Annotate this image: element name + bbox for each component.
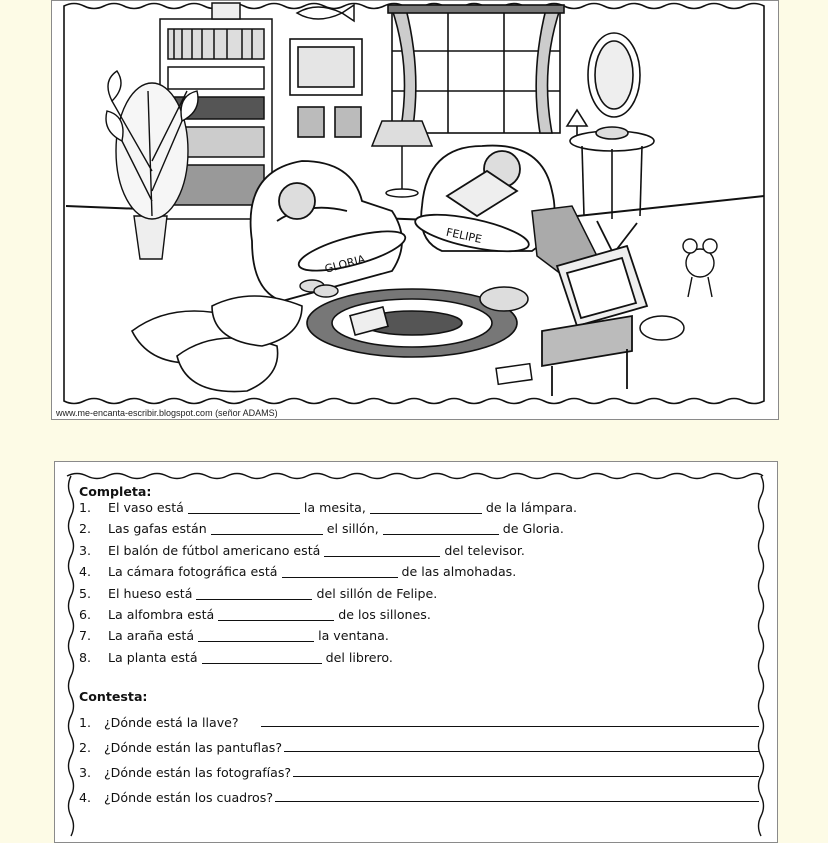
answer-blank[interactable]	[202, 650, 322, 664]
item-text: El balón de fútbol americano está	[108, 542, 321, 558]
item-number: 6.	[79, 606, 92, 622]
answer-blank[interactable]	[370, 500, 482, 514]
basket	[480, 287, 528, 311]
answer-blank[interactable]	[218, 607, 334, 621]
answer-blank[interactable]	[324, 543, 440, 557]
completa-item-1	[79, 500, 759, 521]
armchair-label-gloria: GLORIA	[323, 252, 367, 276]
item-number: 2.	[79, 740, 92, 756]
item-text: La alfombra está	[108, 606, 215, 622]
answer-blank[interactable]	[198, 628, 314, 642]
wall-pictures	[290, 39, 362, 137]
living-room-drawing	[52, 1, 778, 419]
item-number: 3.	[79, 765, 92, 781]
floor-lamp	[372, 121, 432, 197]
completa-item-4	[79, 564, 759, 585]
item-number: 3.	[79, 542, 92, 558]
item-text: La cámara fotográfica está	[108, 564, 278, 580]
answer-blank[interactable]	[211, 521, 323, 535]
contesta-item-2	[79, 730, 759, 755]
item-number: 4.	[79, 564, 92, 580]
item-text: de Gloria.	[502, 521, 564, 537]
completa-item-8	[79, 650, 759, 671]
question-text: ¿Dónde están las fotografías?	[104, 765, 292, 781]
question-text: ¿Dónde están los cuadros?	[104, 790, 274, 806]
answer-blank[interactable]	[282, 564, 398, 578]
item-number: 2.	[79, 521, 92, 537]
contesta-item-4	[79, 780, 759, 805]
item-number: 1.	[79, 715, 92, 731]
contesta-item-1	[79, 705, 759, 730]
completa-item-3	[79, 543, 759, 564]
item-text: El hueso está	[108, 585, 193, 601]
answer-blank[interactable]	[383, 521, 499, 535]
item-text: de la lámpara.	[485, 500, 577, 515]
worksheet-panel	[54, 461, 778, 843]
item-text: la ventana.	[318, 628, 389, 644]
armchair-felipe	[412, 146, 554, 259]
item-number: 7.	[79, 628, 92, 644]
contesta-title: Contesta:	[79, 689, 148, 705]
completa-item-5	[79, 586, 759, 607]
worksheet-content	[79, 484, 759, 805]
item-number: 1.	[79, 500, 92, 515]
room-illustration	[51, 0, 779, 420]
fish-decor	[297, 5, 354, 21]
answer-line[interactable]	[293, 776, 759, 777]
item-text: La araña está	[108, 628, 195, 644]
contesta-item-3	[79, 755, 759, 780]
window	[388, 5, 564, 133]
pillows	[132, 296, 302, 392]
question-text: ¿Dónde están las pantuflas?	[104, 740, 283, 756]
item-text: del sillón de Felipe.	[316, 585, 438, 601]
completa-item-6	[79, 607, 759, 628]
item-text: El vaso está	[108, 500, 184, 515]
plant	[106, 71, 198, 259]
completa-item-7	[79, 628, 759, 649]
item-text: del televisor.	[444, 542, 525, 558]
item-text: el sillón,	[326, 521, 379, 537]
mirror-and-side-table	[567, 33, 654, 219]
item-text: La planta está	[108, 649, 198, 665]
completa-item-2	[79, 521, 759, 542]
item-text: la mesita,	[303, 500, 366, 515]
item-text: del librero.	[325, 649, 393, 665]
item-number: 4.	[79, 790, 92, 806]
answer-blank[interactable]	[196, 586, 312, 600]
answer-line[interactable]	[284, 751, 759, 752]
item-text: Las gafas están	[108, 521, 207, 537]
item-number: 5.	[79, 585, 92, 601]
armchair-gloria	[251, 161, 409, 301]
answer-blank[interactable]	[188, 500, 300, 514]
mouse	[683, 239, 717, 297]
item-text: de las almohadas.	[401, 564, 517, 580]
answer-line[interactable]	[261, 726, 759, 727]
image-credit: www.me-encanta-escribir.blogspot.com (señor ADAMS)	[56, 408, 278, 418]
item-number: 8.	[79, 649, 92, 665]
completa-title: Completa:	[79, 484, 152, 499]
armchair-label-felipe: FELIPE	[444, 225, 484, 246]
question-text: ¿Dónde está la llave?	[104, 715, 239, 731]
item-text: de los sillones.	[338, 606, 431, 622]
football	[640, 316, 684, 340]
answer-line[interactable]	[275, 801, 759, 802]
book	[496, 364, 532, 385]
